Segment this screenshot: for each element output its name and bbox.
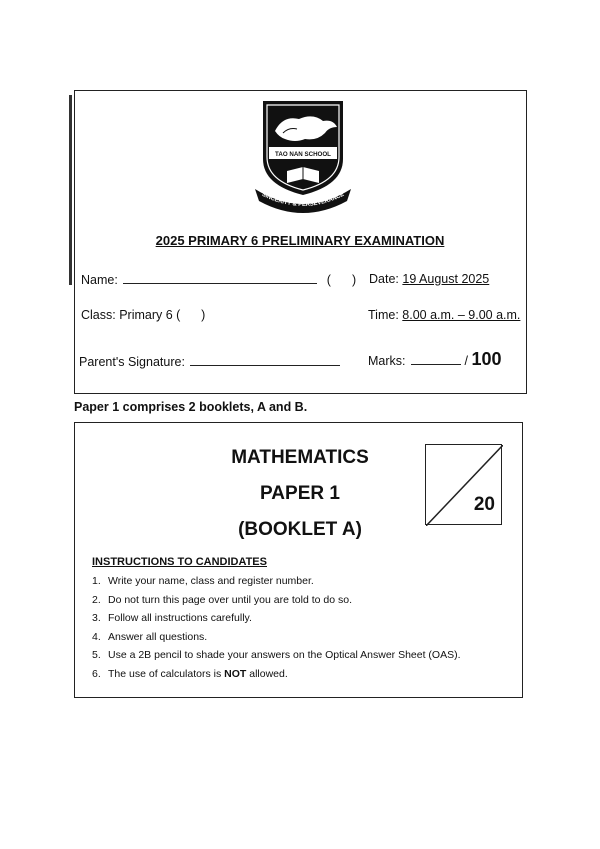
- instruction-text: Answer all questions.: [108, 630, 208, 643]
- instruction-number: 1.: [92, 575, 101, 587]
- register-paren-open: (: [326, 273, 331, 287]
- paper-note: Paper 1 comprises 2 booklets, A and B.: [74, 400, 308, 414]
- signature-label: Parent's Signature:: [79, 355, 185, 369]
- marks-label: Marks:: [368, 354, 406, 368]
- marks-row: [368, 349, 501, 370]
- instruction-item: [92, 611, 461, 630]
- instructions-list: [92, 574, 461, 686]
- signature-row: [79, 354, 340, 369]
- instructions-heading: INSTRUCTIONS TO CANDIDATES: [92, 556, 267, 568]
- exam-title: 2025 PRIMARY 6 PRELIMINARY EXAMINATION: [155, 233, 445, 248]
- subject-title: MATHEMATICS: [231, 447, 369, 468]
- date-label: Date:: [369, 272, 399, 286]
- time-label: Time:: [368, 308, 399, 322]
- name-row: [81, 272, 356, 287]
- register-paren-close: ): [351, 273, 357, 287]
- instruction-text: The use of calculators is: [108, 667, 225, 680]
- name-field[interactable]: [123, 272, 317, 284]
- instruction-item: [92, 574, 461, 593]
- instruction-text: Use a 2B pencil to shade your answers on the Optical Answer Sheet (OAS).: [108, 649, 461, 662]
- crest-school-name: TAO NAN SCHOOL: [275, 151, 331, 158]
- instruction-item: [92, 667, 461, 686]
- date-value: 19 August 2025: [402, 272, 490, 286]
- marks-total: 100: [471, 349, 502, 369]
- instruction-item: [92, 648, 461, 667]
- instruction-item: [92, 630, 461, 649]
- instruction-text: Follow all instructions carefully.: [108, 612, 252, 625]
- signature-field[interactable]: [190, 354, 340, 366]
- instruction-number: 4.: [92, 630, 101, 643]
- class-row: [81, 308, 205, 322]
- marks-field[interactable]: [411, 353, 461, 365]
- instruction-number: 2.: [92, 593, 101, 606]
- scan-edge-line: [69, 95, 72, 285]
- instruction-text: Do not turn this page over until you are told to do so.: [108, 593, 352, 606]
- instruction-number: 3.: [92, 612, 101, 625]
- marks-slash: /: [464, 354, 468, 368]
- instruction-item: [92, 593, 461, 612]
- instruction-text: NOT: [224, 667, 247, 680]
- instruction-text: allowed.: [246, 667, 288, 680]
- class-label: Class: Primary 6 ( ): [81, 308, 206, 322]
- date-row: [369, 272, 489, 286]
- crest-motto: SINCERITY & PERSEVERANCE: [260, 191, 346, 209]
- instruction-text: Write your name, class and register number.: [108, 575, 314, 587]
- time-value: 8.00 a.m. – 9.00 a.m.: [402, 308, 521, 322]
- instruction-number: 5.: [92, 649, 101, 662]
- booklet-title: (BOOKLET A): [238, 519, 362, 540]
- score-total: 20: [473, 494, 495, 515]
- score-box: [425, 444, 502, 525]
- instruction-number: 6.: [92, 667, 101, 680]
- school-crest: [253, 97, 353, 213]
- paper-title: PAPER 1: [260, 483, 340, 504]
- time-row: [368, 308, 520, 322]
- name-label: Name:: [81, 273, 118, 287]
